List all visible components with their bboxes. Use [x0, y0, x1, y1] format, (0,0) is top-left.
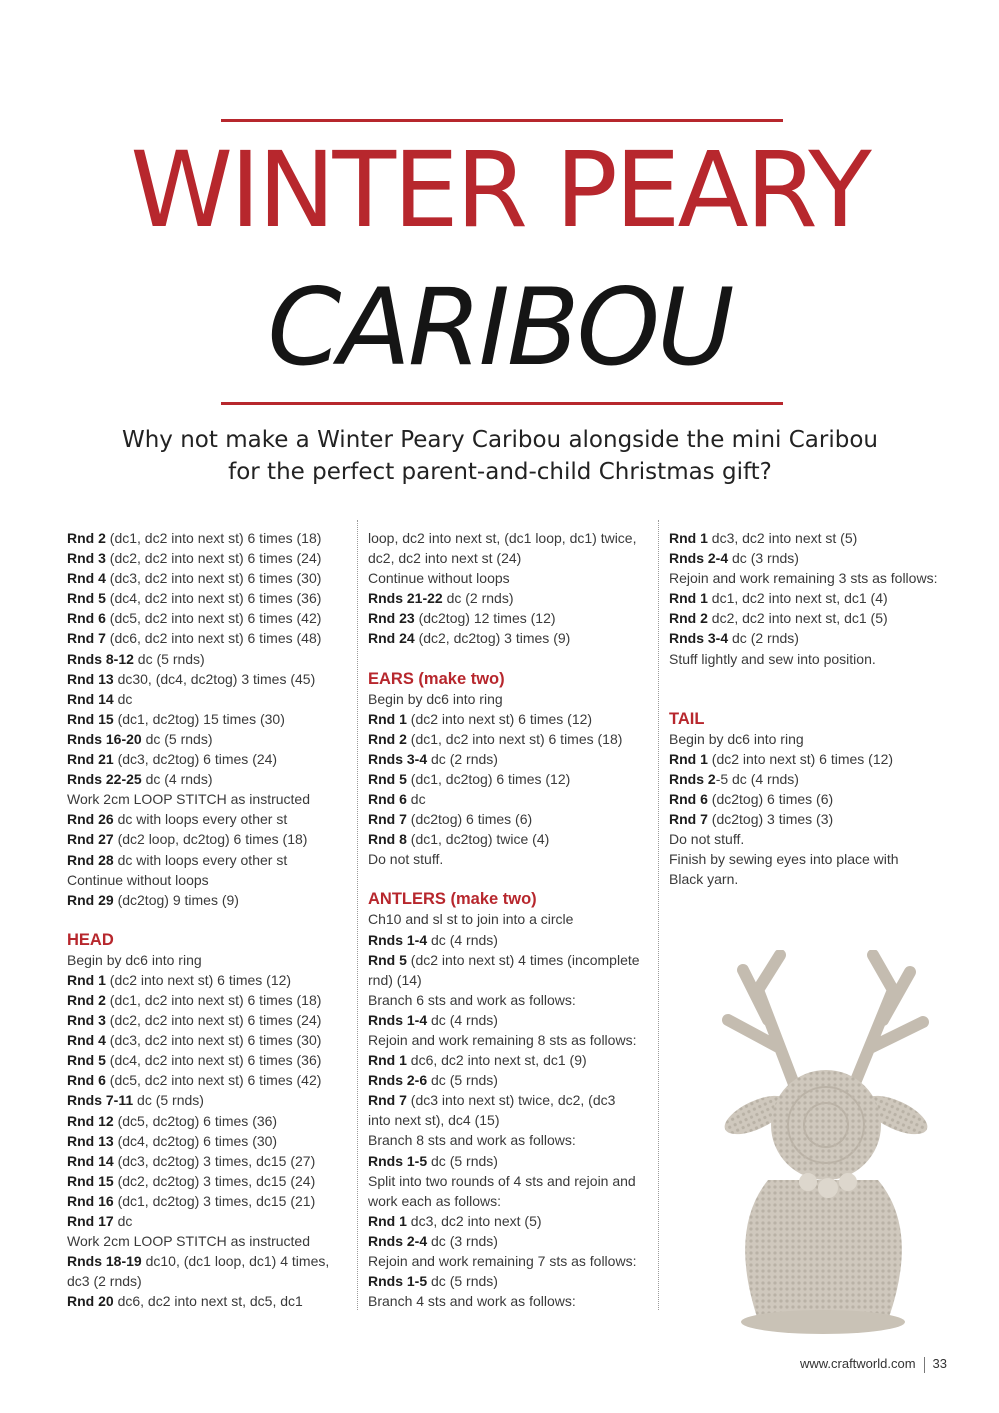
round-instruction: dc (5 rnds): [427, 1072, 498, 1089]
pattern-column-3: [669, 528, 959, 889]
round-instruction: Stuff lightly and sew into position.: [669, 650, 876, 667]
pattern-line: [368, 608, 653, 628]
round-instruction: Ch10 and sl st to join into a circle: [368, 911, 574, 928]
round-label: Rnd 2: [67, 991, 106, 1008]
round-instruction: dc (5 rnds): [141, 730, 213, 747]
round-label: Rnd 23: [368, 610, 415, 627]
caribou-toy-photo: [688, 950, 958, 1335]
pattern-line: [67, 1131, 352, 1151]
pattern-line: [669, 568, 959, 588]
round-instruction: Work 2cm LOOP STITCH as instructed: [67, 1233, 310, 1250]
pattern-line: [669, 869, 959, 889]
pattern-line: [67, 608, 352, 628]
pattern-line: [67, 1231, 352, 1251]
round-instruction: (dc2, dc2tog) 3 times (9): [414, 630, 571, 647]
round-label: Rnd 1: [669, 750, 708, 767]
round-instruction: dc6, dc2 into next st, dc1 (9): [406, 1052, 587, 1069]
round-instruction: dc: [113, 1213, 133, 1229]
pattern-line: [368, 1030, 653, 1050]
pattern-line: [67, 1030, 352, 1050]
round-instruction: dc3, dc2 into next (5): [406, 1212, 542, 1229]
round-label: Rnd 5: [368, 770, 407, 787]
pattern-line: [368, 1291, 653, 1311]
round-instruction: Work 2cm LOOP STITCH as instructed: [67, 791, 310, 808]
round-label: Rnd 27: [67, 831, 114, 848]
round-instruction: dc (5 rnds): [133, 1092, 204, 1109]
pattern-line: [368, 568, 653, 588]
round-label: Rnd 21: [67, 751, 114, 768]
pattern-line: [67, 769, 352, 789]
round-instruction: dc (5 rnds): [427, 1152, 498, 1169]
pattern-line: [368, 1070, 653, 1090]
round-instruction: (dc3, dc2 into next st) 6 times (30): [105, 570, 322, 587]
round-instruction: Rejoin and work remaining 8 sts as follows:: [368, 1031, 637, 1048]
pattern-line: [368, 1010, 653, 1030]
pattern-line: [368, 970, 653, 990]
round-instruction: dc (4 rnds): [427, 931, 498, 948]
round-instruction: (dc2 into next st) 4 times (incomplete: [406, 951, 640, 968]
page-title-line2: CARIBOU: [267, 266, 732, 389]
pattern-line: [67, 890, 352, 910]
round-label: Rnd 24: [368, 630, 415, 647]
round-instruction: Black yarn.: [669, 871, 739, 888]
pattern-line: [67, 1171, 352, 1191]
round-instruction: -5 dc (4 rnds): [715, 770, 799, 787]
round-instruction: (dc2tog) 6 times (6): [707, 790, 834, 807]
pattern-line: [67, 1211, 352, 1231]
round-instruction: (dc3 into next st) twice, dc2, (dc3: [406, 1092, 616, 1109]
round-label: Rnd 7: [669, 811, 708, 828]
round-label: Rnd 1: [368, 710, 407, 727]
section-heading: EARS (make two): [368, 669, 505, 688]
round-instruction: work each as follows:: [368, 1192, 502, 1209]
round-label: Rnd 3: [67, 550, 106, 567]
pattern-line: [669, 769, 959, 789]
round-label: Rnds 2-6: [368, 1072, 428, 1089]
pattern-line: [368, 628, 653, 648]
round-label: Rnds 2-4: [368, 1232, 428, 1249]
round-label: Rnd 14: [67, 1152, 114, 1169]
round-instruction: (dc1, dc2tog) twice (4): [406, 831, 550, 848]
round-label: Rnd 20: [67, 1293, 114, 1310]
round-label: Rnds 2: [669, 770, 716, 787]
pattern-line: [368, 1251, 653, 1271]
pattern-line: [368, 1110, 653, 1130]
round-label: Rnds 2-4: [669, 550, 729, 567]
footer-separator: [924, 1357, 925, 1373]
round-label: Rnds 1-4: [368, 1011, 428, 1028]
pattern-line: [669, 749, 959, 769]
round-label: Rnd 4: [67, 570, 106, 587]
pattern-line: [368, 729, 653, 749]
section-heading: HEAD: [67, 930, 114, 949]
section-heading: TAIL: [669, 709, 705, 728]
pattern-line: [669, 628, 959, 648]
pattern-line: [67, 689, 352, 709]
round-instruction: (dc5, dc2tog) 6 times (36): [113, 1112, 278, 1129]
page-footer: [800, 1356, 947, 1373]
round-instruction: (dc2 into next st) 6 times (12): [707, 750, 894, 767]
round-instruction: loop, dc2 into next st, (dc1 loop, dc1) twice,: [368, 530, 637, 546]
pattern-line: [368, 769, 653, 789]
round-instruction: dc2, dc2 into next st (24): [368, 550, 522, 567]
column-divider: [357, 520, 358, 1310]
round-instruction: dc (3 rnds): [427, 1232, 498, 1249]
round-instruction: dc with loops every other st: [113, 811, 288, 828]
round-label: Rnd 13: [67, 1132, 114, 1149]
pattern-line: [67, 1010, 352, 1030]
body-shape: [745, 1180, 902, 1320]
intro-text: [60, 424, 940, 488]
round-instruction: dc (2 rnds): [427, 750, 498, 767]
round-label: Rnd 5: [67, 1052, 106, 1069]
round-instruction: dc (5 rnds): [133, 650, 205, 667]
round-instruction: Do not stuff.: [368, 851, 444, 868]
pattern-line: [368, 1191, 653, 1211]
round-instruction: (dc2, dc2tog) 3 times, dc15 (24): [113, 1172, 316, 1189]
round-label: Rnd 17: [67, 1213, 114, 1229]
round-instruction: (dc5, dc2 into next st) 6 times (42): [105, 1072, 322, 1089]
pattern-line: [67, 990, 352, 1010]
section-heading: ANTLERS (make two): [368, 890, 537, 909]
pattern-line: [368, 1090, 653, 1110]
round-label: Rnd 15: [67, 710, 114, 727]
round-label: Rnds 3-4: [368, 750, 428, 767]
pattern-line: [67, 528, 352, 548]
round-label: Rnd 2: [669, 610, 708, 627]
round-instruction: Finish by sewing eyes into place with: [669, 851, 899, 868]
round-instruction: (dc5, dc2 into next st) 6 times (42): [105, 610, 322, 627]
round-instruction: dc: [406, 791, 426, 808]
round-label: Rnd 6: [67, 1072, 106, 1089]
pattern-line: [67, 1251, 352, 1271]
round-instruction: (dc2 loop, dc2tog) 6 times (18): [113, 831, 308, 848]
pattern-line: [368, 930, 653, 950]
pattern-line: [368, 1211, 653, 1231]
round-label: Rnd 1: [67, 971, 106, 988]
pattern-line: [67, 950, 352, 970]
round-instruction: dc30, (dc4, dc2tog) 3 times (45): [113, 670, 316, 687]
round-label: Rnd 8: [368, 831, 407, 848]
pattern-line: [669, 548, 959, 568]
round-label: Rnd 14: [67, 690, 114, 707]
round-label: Rnd 7: [368, 1092, 407, 1109]
round-instruction: dc with loops every other st: [113, 851, 288, 868]
pattern-line: [67, 1050, 352, 1070]
round-instruction: (dc6, dc2 into next st) 6 times (48): [105, 630, 322, 647]
round-instruction: Rejoin and work remaining 3 sts as follows:: [669, 570, 938, 587]
pattern-line: [67, 829, 352, 849]
top-rule: [221, 119, 783, 122]
pattern-line: [368, 950, 653, 970]
round-instruction: dc (4 rnds): [427, 1011, 498, 1028]
pattern-line: [67, 628, 352, 648]
round-label: Rnd 2: [67, 530, 106, 546]
round-instruction: (dc2 into next st) 6 times (12): [406, 710, 593, 727]
round-instruction: (dc4, dc2 into next st) 6 times (36): [105, 1052, 322, 1069]
round-instruction: Begin by dc6 into ring: [67, 951, 202, 968]
round-label: Rnd 28: [67, 851, 114, 868]
pattern-line: [669, 849, 959, 869]
round-instruction: Begin by dc6 into ring: [669, 730, 804, 747]
pattern-line: [368, 909, 653, 929]
round-label: Rnd 3: [67, 1012, 106, 1029]
round-instruction: dc (2 rnds): [728, 630, 799, 647]
intro-line-2: for the perfect parent-and-child Christmas gift?: [228, 459, 772, 485]
pattern-line: [67, 729, 352, 749]
pattern-line: [368, 1151, 653, 1171]
pattern-line: [67, 669, 352, 689]
round-instruction: (dc2tog) 6 times (6): [406, 811, 533, 828]
pattern-column-2: [368, 528, 653, 1311]
pattern-line: [368, 709, 653, 729]
round-instruction: (dc2, dc2 into next st) 6 times (24): [105, 550, 322, 567]
page-title-line1: WINTER PEARY: [130, 129, 869, 251]
round-label: Rnd 15: [67, 1172, 114, 1189]
pattern-line: [368, 1130, 653, 1150]
round-instruction: Branch 8 sts and work as follows:: [368, 1132, 576, 1149]
pattern-line: [669, 608, 959, 628]
pattern-line: [67, 709, 352, 729]
round-instruction: (dc2tog) 12 times (12): [414, 610, 556, 627]
pattern-line: [368, 1171, 653, 1191]
pattern-line: [368, 548, 653, 568]
round-label: Rnd 1: [368, 1212, 407, 1229]
pattern-line: [368, 789, 653, 809]
round-label: Rnd 6: [368, 791, 407, 808]
pattern-line: [368, 809, 653, 829]
round-instruction: dc3 (2 rnds): [67, 1273, 142, 1290]
round-label: Rnd 4: [67, 1032, 106, 1049]
pattern-line: [669, 729, 959, 749]
pattern-line: [368, 849, 653, 869]
round-instruction: dc (3 rnds): [728, 550, 799, 567]
round-label: Rnd 1: [669, 590, 708, 607]
pattern-line: [67, 588, 352, 608]
pattern-line: [67, 548, 352, 568]
round-instruction: (dc2 into next st) 6 times (12): [105, 971, 292, 988]
round-instruction: Rejoin and work remaining 7 sts as follows:: [368, 1253, 637, 1269]
round-instruction: dc3, dc2 into next st (5): [707, 530, 858, 546]
pattern-line: [669, 588, 959, 608]
round-label: Rnd 5: [368, 951, 407, 968]
pattern-line: [368, 588, 653, 608]
round-label: Rnds 3-4: [669, 630, 729, 647]
round-label: Rnds 22-25: [67, 771, 142, 788]
pattern-line: [67, 809, 352, 829]
round-instruction: dc (5 rnds): [427, 1273, 498, 1290]
round-instruction: (dc3, dc2tog) 3 times, dc15 (27): [113, 1152, 316, 1169]
spacer: [669, 669, 959, 689]
column-divider: [658, 520, 659, 1310]
round-instruction: rnd) (14): [368, 971, 422, 988]
round-label: Rnd 26: [67, 811, 114, 828]
round-instruction: (dc4, dc2 into next st) 6 times (36): [105, 590, 322, 607]
round-instruction: dc6, dc2 into next st, dc5, dc1: [113, 1293, 303, 1310]
pattern-line: [368, 990, 653, 1010]
pattern-line: [368, 689, 653, 709]
round-label: Rnd 7: [368, 811, 407, 828]
pattern-line: [67, 789, 352, 809]
round-instruction: dc: [113, 690, 133, 707]
round-instruction: into next st), dc4 (15): [368, 1112, 500, 1129]
pattern-line: [67, 1111, 352, 1131]
round-instruction: Branch 4 sts and work as follows:: [368, 1293, 576, 1310]
round-instruction: (dc1, dc2 into next st) 6 times (18): [105, 991, 322, 1008]
round-label: Rnd 1: [669, 530, 708, 546]
round-label: Rnds 1-4: [368, 931, 428, 948]
round-label: Rnds 7-11: [67, 1092, 134, 1109]
pattern-line: [67, 1191, 352, 1211]
round-label: Rnds 8-12: [67, 650, 134, 667]
pattern-line: [669, 809, 959, 829]
pattern-line: [67, 970, 352, 990]
pattern-line: [67, 568, 352, 588]
round-instruction: (dc1, dc2 into next st) 6 times (18): [406, 730, 623, 747]
round-label: Rnd 1: [368, 1052, 407, 1069]
round-instruction: (dc1, dc2tog) 3 times, dc15 (21): [113, 1192, 316, 1209]
round-instruction: (dc2tog) 9 times (9): [113, 891, 239, 908]
bottom-rule: [221, 402, 783, 405]
round-instruction: (dc4, dc2tog) 6 times (30): [113, 1132, 278, 1149]
round-instruction: (dc1, dc2tog) 6 times (12): [406, 770, 571, 787]
round-label: Rnds 1-5: [368, 1152, 428, 1169]
round-label: Rnd 16: [67, 1192, 114, 1209]
round-instruction: Continue without loops: [67, 871, 209, 888]
page-number: 33: [932, 1356, 947, 1371]
round-label: Rnd 7: [67, 630, 106, 647]
base-shape: [741, 1310, 905, 1334]
round-label: Rnd 6: [67, 610, 106, 627]
round-instruction: dc (4 rnds): [141, 771, 213, 788]
pattern-line: [67, 1291, 352, 1311]
round-label: Rnd 6: [669, 790, 708, 807]
round-label: Rnd 12: [67, 1112, 114, 1129]
round-instruction: (dc3, dc2 into next st) 6 times (30): [105, 1032, 322, 1049]
pattern-line: [669, 528, 959, 548]
round-instruction: dc (2 rnds): [442, 590, 514, 607]
round-instruction: dc1, dc2 into next st, dc1 (4): [707, 590, 888, 607]
pattern-line: [368, 528, 653, 548]
round-label: Rnd 2: [368, 730, 407, 747]
pattern-line: [368, 1050, 653, 1070]
round-label: Rnds 18-19: [67, 1253, 142, 1270]
pattern-line: [67, 1070, 352, 1090]
round-instruction: dc2, dc2 into next st, dc1 (5): [707, 610, 888, 627]
round-instruction: (dc2tog) 3 times (3): [707, 811, 834, 828]
pattern-line: [67, 1151, 352, 1171]
pattern-column-1: [67, 528, 352, 1311]
pattern-line: [67, 749, 352, 769]
round-label: Rnd 13: [67, 670, 114, 687]
pattern-line: [67, 850, 352, 870]
round-instruction: Begin by dc6 into ring: [368, 690, 503, 707]
pattern-line: [67, 1090, 352, 1110]
pattern-line: [669, 649, 959, 669]
pattern-line: [669, 789, 959, 809]
pattern-line: [368, 829, 653, 849]
round-label: Rnds 16-20: [67, 730, 142, 747]
pattern-line: [669, 829, 959, 849]
round-instruction: Continue without loops: [368, 570, 510, 587]
round-instruction: Do not stuff.: [669, 831, 745, 848]
round-instruction: dc10, (dc1 loop, dc1) 4 times,: [141, 1253, 330, 1270]
round-instruction: (dc3, dc2tog) 6 times (24): [113, 751, 278, 768]
pattern-line: [368, 1231, 653, 1251]
round-instruction: Branch 6 sts and work as follows:: [368, 991, 576, 1008]
round-instruction: (dc1, dc2 into next st) 6 times (18): [105, 530, 322, 546]
round-instruction: (dc1, dc2tog) 15 times (30): [113, 710, 285, 727]
intro-line-1: Why not make a Winter Peary Caribou alongside the mini Caribou: [121, 427, 878, 453]
round-label: Rnds 21-22: [368, 590, 443, 607]
pattern-line: [67, 870, 352, 890]
round-label: Rnds 1-5: [368, 1273, 428, 1290]
pattern-line: [67, 649, 352, 669]
round-instruction: (dc2, dc2 into next st) 6 times (24): [105, 1012, 322, 1029]
pattern-line: [368, 749, 653, 769]
pattern-line: [67, 1271, 352, 1291]
round-label: Rnd 5: [67, 590, 106, 607]
pattern-line: [368, 1271, 653, 1291]
round-instruction: Split into two rounds of 4 sts and rejoin and: [368, 1172, 636, 1189]
round-label: Rnd 29: [67, 891, 114, 908]
footer-url[interactable]: www.craftworld.com: [799, 1356, 916, 1371]
